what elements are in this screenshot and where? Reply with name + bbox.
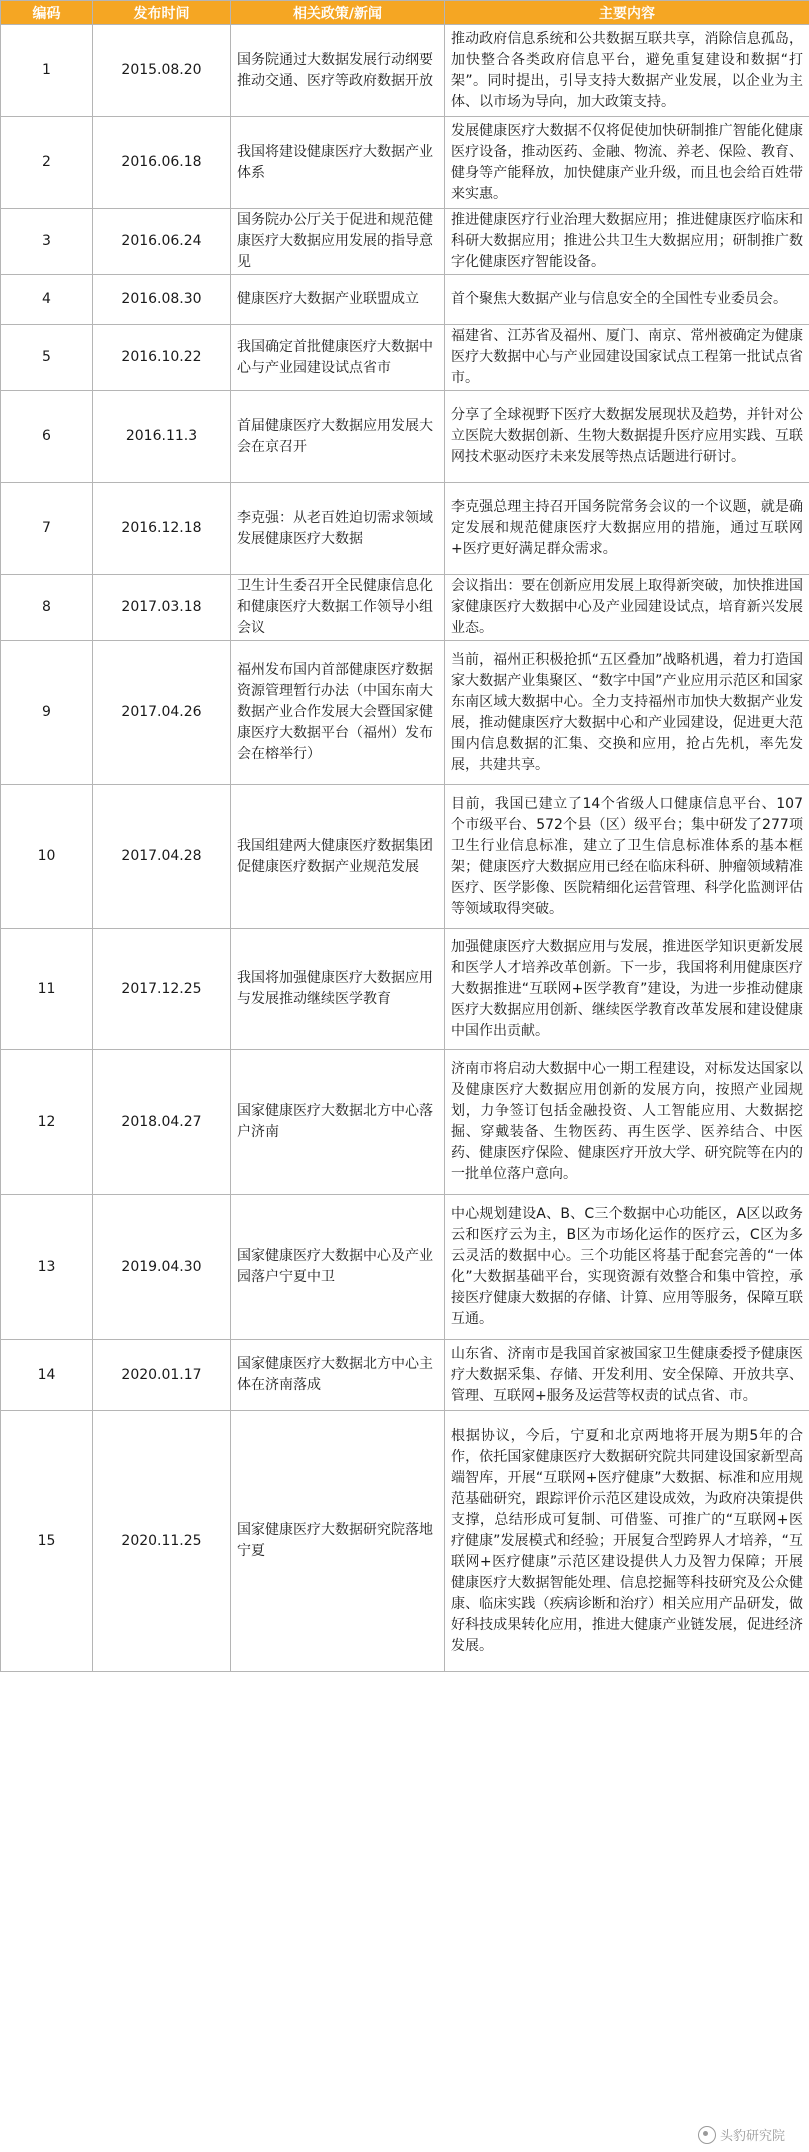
cell-date: 2017.04.28 — [93, 785, 231, 929]
cell-content: 加强健康医疗大数据应用与发展，推进医学知识更新发展和医学人才培养改革创新。下一步，我国将利用健康医疗大数据推进“互联网+医学教育”建设，为进一步推动健康医疗大数据应用创新、继续医学教育改革发展和建设健康中国作出贡献。 — [445, 929, 809, 1050]
cell-date: 2019.04.30 — [93, 1195, 231, 1340]
cell-code: 14 — [1, 1340, 93, 1411]
cell-code: 4 — [1, 275, 93, 325]
cell-code: 6 — [1, 391, 93, 483]
table-header-row — [1, 1, 809, 25]
watermark-text: 头豹研究院 — [719, 2129, 785, 2144]
table-row — [1, 929, 809, 1050]
table-row — [1, 25, 809, 117]
cell-content: 首个聚焦大数据产业与信息安全的全国性专业委员会。 — [445, 275, 809, 325]
cell-code: 3 — [1, 209, 93, 275]
column-header-code: 编码 — [1, 1, 93, 25]
column-header-title: 相关政策/新闻 — [231, 1, 445, 25]
cell-content: 推动政府信息系统和公共数据互联共享，消除信息孤岛，加快整合各类政府信息平台，避免重复建设和数据“打架”。同时提出，引导支持大数据产业发展，以企业为主体、以市场为导向，加大政策支持。 — [445, 25, 809, 117]
column-header-date: 发布时间 — [93, 1, 231, 25]
table-row — [1, 209, 809, 275]
cell-content: 分享了全球视野下医疗大数据发展现状及趋势，并针对公立医院大数据创新、生物大数据提升医疗应用实践、互联网技术驱动医疗未来发展等热点话题进行研讨。 — [445, 391, 809, 483]
cell-date: 2016.12.18 — [93, 483, 231, 575]
cell-title: 福州发布国内首部健康医疗数据资源管理暂行办法（中国东南大数据产业合作发展大会暨国家健康医疗大数据平台（福州）发布会在榕举行） — [231, 641, 445, 785]
cell-content: 济南市将启动大数据中心一期工程建设，对标发达国家以及健康医疗大数据应用创新的发展方向，按照产业园规划，力争签订包括金融投资、人工智能应用、大数据挖掘、穿戴装备、生物医药、再生医学、医养结合、中医药、健康医疗保险、健康医疗开放大学、研究院等在内的一批单位落户意向。 — [445, 1050, 809, 1195]
cell-title: 国家健康医疗大数据研究院落地宁夏 — [231, 1411, 445, 1672]
cell-title: 我国将加强健康医疗大数据应用与发展推动继续医学教育 — [231, 929, 445, 1050]
cell-code: 1 — [1, 25, 93, 117]
cell-title: 李克强：从老百姓迫切需求领域发展健康医疗大数据 — [231, 483, 445, 575]
cell-code: 12 — [1, 1050, 93, 1195]
table-row — [1, 1340, 809, 1411]
table-row — [1, 1050, 809, 1195]
cell-code: 15 — [1, 1411, 93, 1672]
cell-code: 11 — [1, 929, 93, 1050]
cell-title: 健康医疗大数据产业联盟成立 — [231, 275, 445, 325]
watermark — [698, 2125, 785, 2144]
table-row — [1, 641, 809, 785]
cell-date: 2016.06.18 — [93, 117, 231, 209]
cell-code: 9 — [1, 641, 93, 785]
cell-content: 发展健康医疗大数据不仅将促使加快研制推广智能化健康医疗设备，推动医药、金融、物流、养老、保险、教育、健身等产能释放，加快健康产业升级，而且也会给百姓带来实惠。 — [445, 117, 809, 209]
cell-date: 2018.04.27 — [93, 1050, 231, 1195]
cell-date: 2016.11.3 — [93, 391, 231, 483]
cell-title: 我国确定首批健康医疗大数据中心与产业园建设试点省市 — [231, 325, 445, 391]
table-row — [1, 1411, 809, 1672]
cell-code: 2 — [1, 117, 93, 209]
cell-content: 当前，福州正积极抢抓“五区叠加”战略机遇，着力打造国家大数据产业集聚区、“数字中国”产业应用示范区和国家东南区域大数据中心。全力支持福州市加快大数据产业发展，推动健康医疗大数据中心和产业园建设，促进更大范围内信息数据的汇集、交换和应用，抢占先机，率先发展，共建共享。 — [445, 641, 809, 785]
cell-content: 福建省、江苏省及福州、厦门、南京、常州被确定为健康医疗大数据中心与产业园建设国家试点工程第一批试点省市。 — [445, 325, 809, 391]
cell-title: 国家健康医疗大数据北方中心落户济南 — [231, 1050, 445, 1195]
cell-title: 首届健康医疗大数据应用发展大会在京召开 — [231, 391, 445, 483]
cell-code: 8 — [1, 575, 93, 641]
cell-content: 会议指出：要在创新应用发展上取得新突破，加快推进国家健康医疗大数据中心及产业园建设试点，培育新兴发展业态。 — [445, 575, 809, 641]
cell-content: 根据协议，今后，宁夏和北京两地将开展为期5年的合作，依托国家健康医疗大数据研究院共同建设国家新型高端智库，开展“互联网+医疗健康”大数据、标准和应用规范基础研究，跟踪评价示范区建设成效，为政府决策提供支撑，总结形成可复制、可借鉴、可推广的“互联网+医疗健康”发展模式和经验；开展复合型跨界人才培养，“互联网+医疗健康”示范区建设提供人力及智力保障；开展健康医疗大数据智能处理、信息挖掘等科技研究及公众健康、临床实践（疾病诊断和治疗）相关应用产品研发，做好科技成果转化应用，推进大健康产业链发展，促进经济发展。 — [445, 1411, 809, 1672]
cell-date: 2016.10.22 — [93, 325, 231, 391]
table-row — [1, 275, 809, 325]
cell-content: 推进健康医疗行业治理大数据应用；推进健康医疗临床和科研大数据应用；推进公共卫生大数据应用；研制推广数字化健康医疗智能设备。 — [445, 209, 809, 275]
table-row — [1, 325, 809, 391]
cell-date: 2020.11.25 — [93, 1411, 231, 1672]
cell-content: 李克强总理主持召开国务院常务会议的一个议题，就是确定发展和规范健康医疗大数据应用的措施，通过互联网+医疗更好满足群众需求。 — [445, 483, 809, 575]
cell-title: 卫生计生委召开全民健康信息化和健康医疗大数据工作领导小组会议 — [231, 575, 445, 641]
table-row — [1, 117, 809, 209]
cell-title: 国家健康医疗大数据中心及产业园落户宁夏中卫 — [231, 1195, 445, 1340]
cell-date: 2016.06.24 — [93, 209, 231, 275]
cell-date: 2015.08.20 — [93, 25, 231, 117]
table-row — [1, 575, 809, 641]
cell-date: 2017.03.18 — [93, 575, 231, 641]
cell-code: 13 — [1, 1195, 93, 1340]
table-row — [1, 483, 809, 575]
cell-code: 5 — [1, 325, 93, 391]
cell-title: 我国将建设健康医疗大数据产业体系 — [231, 117, 445, 209]
cell-code: 10 — [1, 785, 93, 929]
cell-date: 2016.08.30 — [93, 275, 231, 325]
cell-content: 中心规划建设A、B、C三个数据中心功能区，A区以政务云和医疗云为主，B区为市场化运作的医疗云，C区为多云灵活的数据中心。三个功能区将基于配套完善的“一体化”大数据基础平台，实现资源有效整合和集中管控，承接医疗健康大数据的存储、计算、应用等服务，保障互联互通。 — [445, 1195, 809, 1340]
cell-title: 国家健康医疗大数据北方中心主体在济南落成 — [231, 1340, 445, 1411]
cell-title: 国务院办公厅关于促进和规范健康医疗大数据应用发展的指导意见 — [231, 209, 445, 275]
table-row — [1, 391, 809, 483]
cell-title: 我国组建两大健康医疗数据集团促健康医疗数据产业规范发展 — [231, 785, 445, 929]
column-header-content: 主要内容 — [445, 1, 809, 25]
table-row — [1, 1195, 809, 1340]
table-body — [1, 25, 809, 1672]
cell-date: 2020.01.17 — [93, 1340, 231, 1411]
cell-date: 2017.12.25 — [93, 929, 231, 1050]
cell-content: 山东省、济南市是我国首家被国家卫生健康委授予健康医疗大数据采集、存储、开发利用、安全保障、开放共享、管理、互联网+服务及运营等权责的试点省、市。 — [445, 1340, 809, 1411]
cell-date: 2017.04.26 — [93, 641, 231, 785]
wechat-logo-icon — [698, 2126, 716, 2144]
cell-content: 目前，我国已建立了14个省级人口健康信息平台、107个市级平台、572个县（区）级平台；集中研发了277项卫生行业信息标准，建立了卫生信息标准体系的基本框架；健康医疗大数据应用已经在临床科研、肿瘤领域精准医疗、医学影像、医院精细化运营管理、科学化监测评估等领域取得突破。 — [445, 785, 809, 929]
cell-code: 7 — [1, 483, 93, 575]
cell-title: 国务院通过大数据发展行动纲要推动交通、医疗等政府数据开放 — [231, 25, 445, 117]
table-row — [1, 785, 809, 929]
